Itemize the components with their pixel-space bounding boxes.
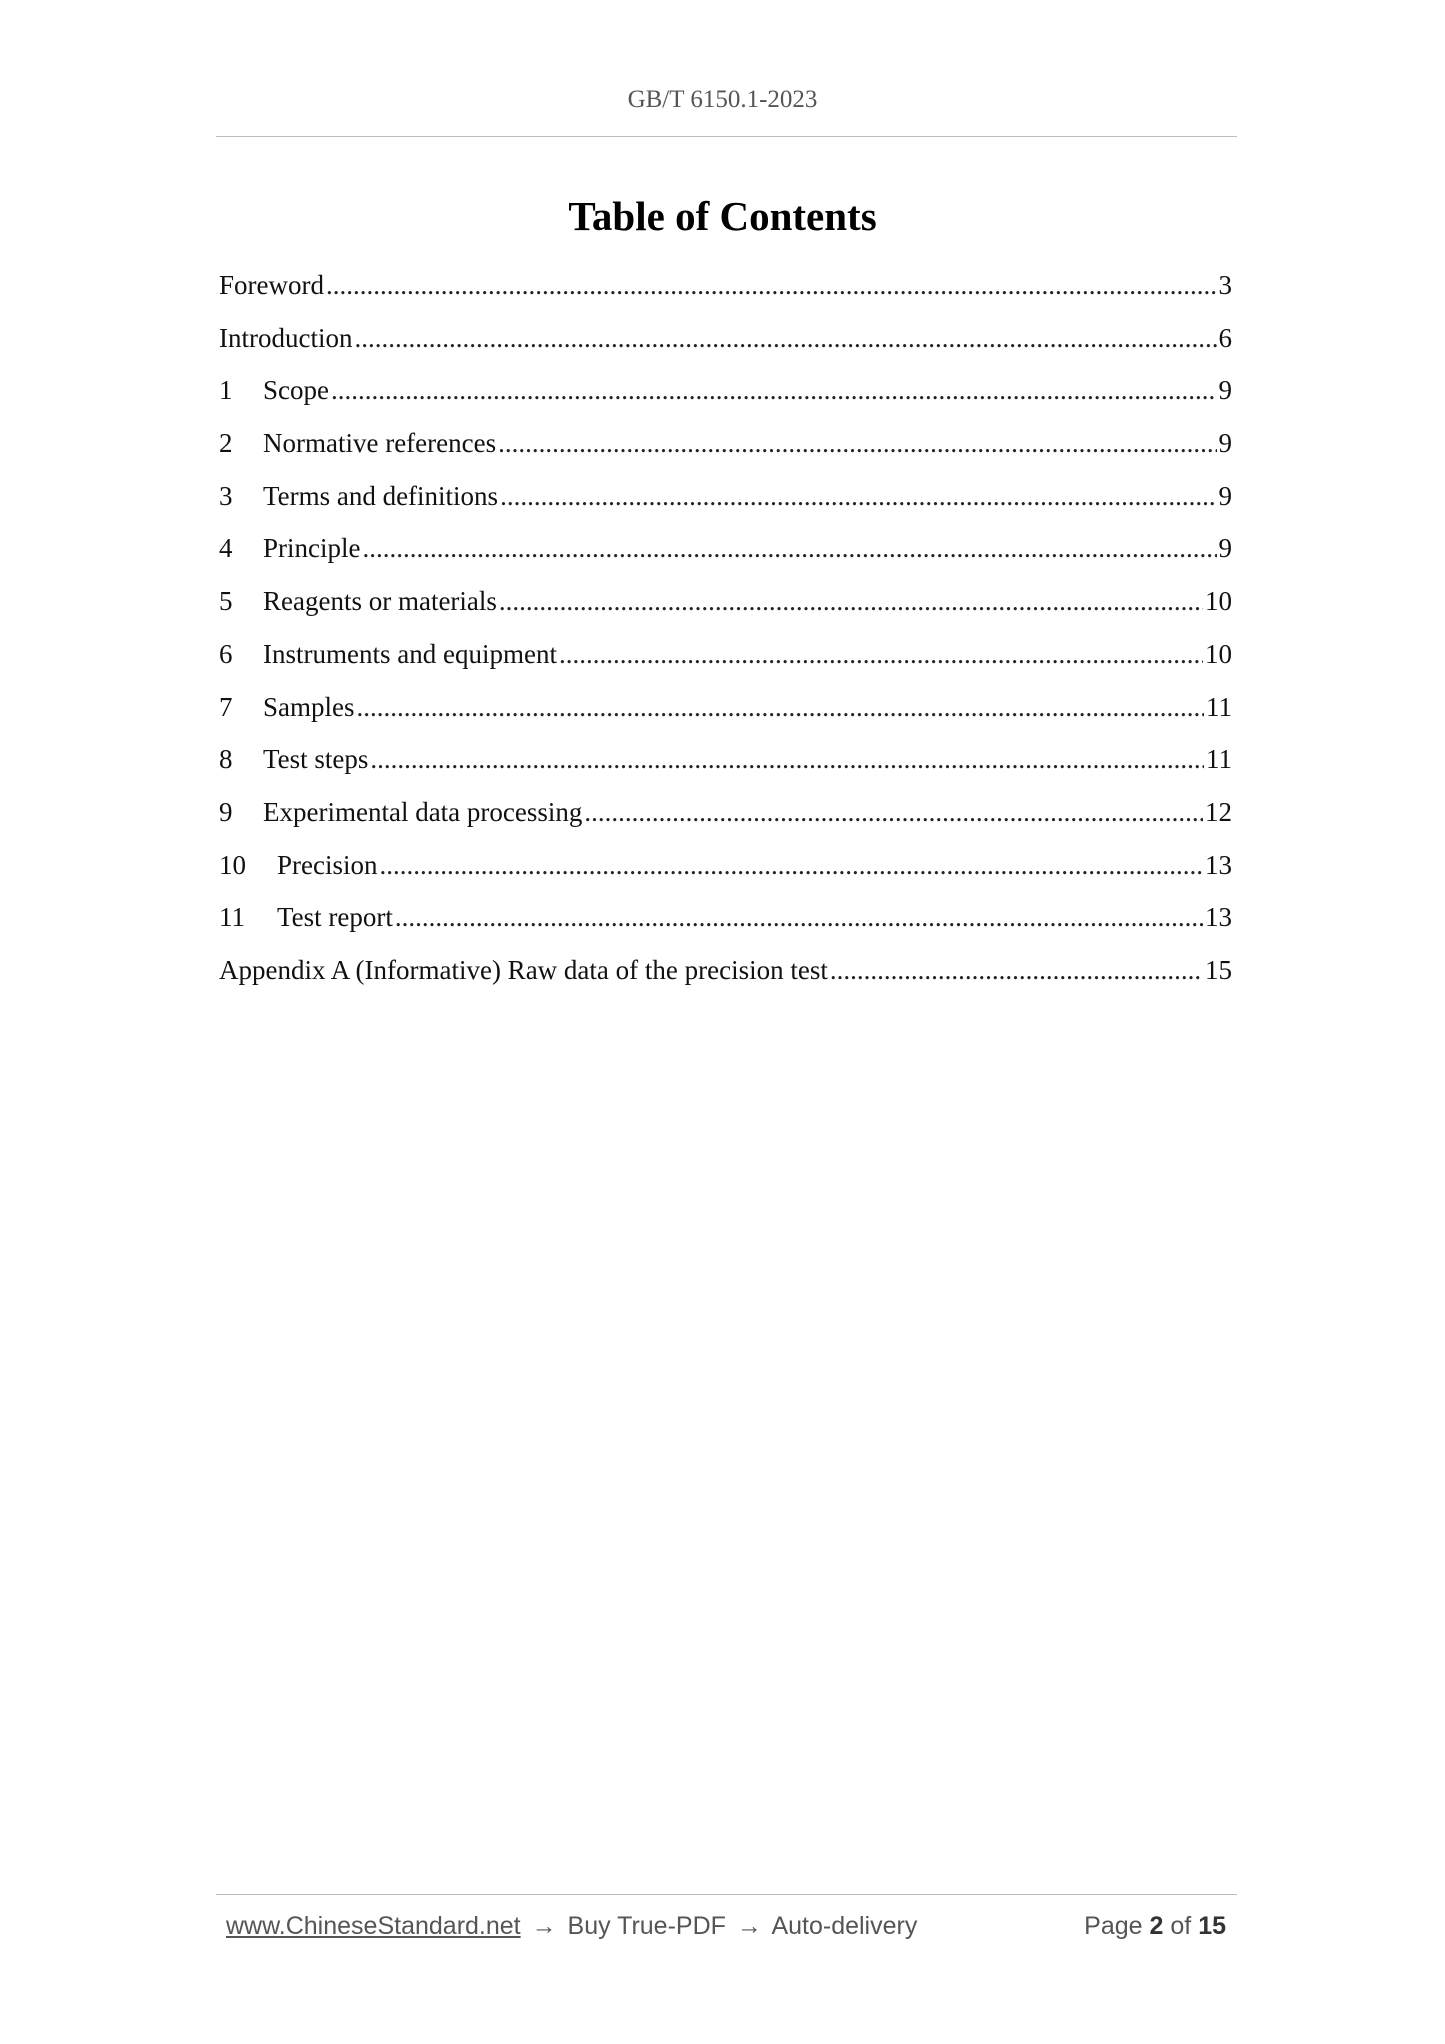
running-header: GB/T 6150.1-2023 [627, 86, 818, 113]
toc-entry-foreword[interactable] [219, 270, 1232, 323]
toc-dot-leader [500, 481, 1216, 512]
toc-entry-page: 3 [1218, 270, 1232, 300]
toc-entry-page: 6 [1218, 322, 1232, 353]
toc-dot-leader [499, 586, 1203, 617]
toc-entry-page: 11 [1206, 744, 1232, 775]
toc-entry-page: 10 [1205, 586, 1232, 617]
toc-entry-label: Principle [263, 533, 361, 564]
toc-title: Table of Contents [568, 193, 877, 239]
arrow-right-icon: → [736, 1912, 762, 1940]
toc-dot-leader [498, 428, 1216, 459]
current-page-number: 2 [1149, 1912, 1164, 1940]
toc-entry-page: 12 [1205, 796, 1232, 827]
toc-entry-page: 9 [1218, 480, 1232, 511]
toc-entry-page: 9 [1218, 533, 1232, 564]
page-indicator [1084, 1912, 1226, 1941]
footer-promo [226, 1912, 917, 1941]
toc-entry-instruments-and-equipment[interactable] [219, 639, 1232, 692]
toc-entry-introduction[interactable] [219, 323, 1232, 376]
toc-dot-leader [362, 533, 1216, 564]
page-footer [226, 1912, 1226, 1941]
toc-entry-page: 15 [1205, 954, 1232, 985]
toc-entry-number: 11 [219, 902, 245, 933]
toc-entry-terms-and-definitions[interactable] [219, 481, 1232, 534]
toc-dot-leader [331, 375, 1217, 406]
toc-entry-experimental-data-processing[interactable] [219, 797, 1232, 850]
toc-entry-label: Scope [263, 375, 329, 406]
toc-entry-page: 9 [1218, 428, 1232, 459]
toc-entry-reagents-or-materials[interactable] [219, 586, 1232, 639]
toc-entry-number: 9 [219, 796, 233, 827]
toc-entry-page: 11 [1206, 691, 1232, 722]
footer-divider [216, 1894, 1237, 1895]
toc-entry-scope[interactable] [219, 375, 1232, 428]
toc-dot-leader [584, 797, 1203, 828]
toc-entry-samples[interactable] [219, 692, 1232, 745]
toc-entry-label: Normative references [263, 428, 497, 459]
toc-dot-leader [559, 639, 1203, 670]
toc-dot-leader [357, 692, 1205, 723]
site-link[interactable]: www.ChineseStandard.net [226, 1912, 521, 1940]
toc-entry-label: Test steps [263, 744, 369, 775]
of-word: of [1170, 1912, 1192, 1940]
toc-entry-number: 7 [219, 691, 233, 722]
toc-dot-leader [830, 955, 1203, 986]
toc-entry-label: Foreword [219, 270, 324, 300]
toc-dot-leader [326, 270, 1217, 301]
toc-entry-number: 4 [219, 533, 233, 564]
toc-entry-label: Appendix A (Informative) Raw data of the precision test [219, 954, 828, 985]
toc-entry-page: 9 [1218, 375, 1232, 406]
toc-entry-label: Samples [263, 691, 355, 722]
toc-dot-leader [395, 902, 1203, 933]
toc-entry-principle[interactable] [219, 533, 1232, 586]
toc-entry-page: 10 [1205, 638, 1232, 669]
toc-entry-page: 13 [1205, 902, 1232, 933]
toc-entry-number: 3 [219, 480, 233, 511]
auto-delivery-text: Auto-delivery [771, 1912, 918, 1940]
toc-list [219, 270, 1232, 1008]
toc-entry-label: Experimental data processing [263, 796, 583, 827]
page-word: Page [1084, 1912, 1143, 1940]
toc-entry-number: 6 [219, 638, 233, 669]
header-divider [216, 136, 1237, 137]
buy-true-pdf-text: Buy True-PDF [567, 1912, 726, 1940]
toc-entry-number: 1 [219, 375, 233, 406]
toc-entry-appendix-a[interactable] [219, 955, 1232, 1008]
toc-entry-label: Instruments and equipment [263, 638, 557, 669]
toc-entry-label: Introduction [219, 322, 353, 353]
toc-entry-precision[interactable] [219, 850, 1232, 903]
toc-entry-test-steps[interactable] [219, 744, 1232, 797]
toc-entry-label: Precision [277, 849, 378, 880]
toc-entry-number: 10 [219, 849, 246, 880]
toc-entry-number: 8 [219, 744, 233, 775]
toc-dot-leader [354, 323, 1216, 354]
toc-dot-leader [370, 744, 1204, 775]
toc-entry-number: 2 [219, 428, 233, 459]
toc-entry-page: 13 [1205, 849, 1232, 880]
arrow-right-icon: → [531, 1912, 557, 1940]
toc-entry-test-report[interactable] [219, 902, 1232, 955]
toc-dot-leader [380, 850, 1204, 881]
toc-entry-label: Terms and definitions [263, 480, 499, 511]
toc-entry-label: Test report [277, 902, 393, 933]
toc-entry-normative-references[interactable] [219, 428, 1232, 481]
toc-entry-number: 5 [219, 586, 233, 617]
toc-entry-label: Reagents or materials [263, 586, 497, 617]
total-pages-number: 15 [1198, 1912, 1226, 1940]
